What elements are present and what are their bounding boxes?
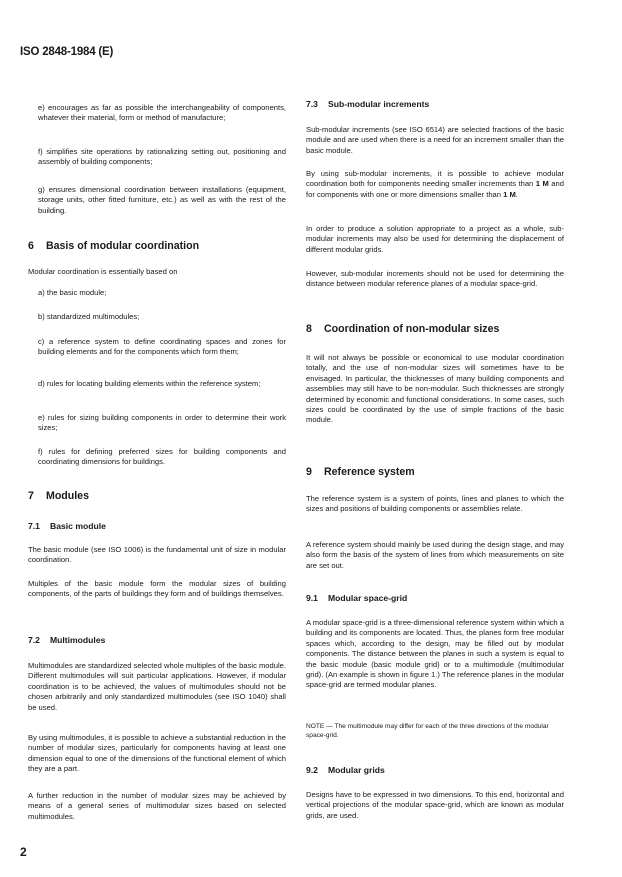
section-9-paragraph-1: The reference system is a system of points, lines and planes to which the sizes and positions of building components or assemblies relate. — [306, 494, 564, 514]
section-title: Modules — [46, 490, 89, 502]
section-9-paragraph-2: A reference system should mainly be used during the design stage, and may also form the basis of the system of lines from which measurements on site are set out. — [306, 540, 564, 570]
section-title: Basis of modular coordination — [46, 240, 200, 252]
section-9-1-heading — [306, 593, 407, 604]
section-title: Multimodules — [50, 635, 106, 645]
section-title: Sub-modular increments — [328, 99, 430, 109]
section-6-heading — [28, 240, 199, 253]
section-title: Modular space-grid — [328, 593, 408, 603]
list-item-d: d) rules for locating building elements within the reference system; — [38, 379, 261, 388]
section-title: Reference system — [324, 466, 415, 478]
section-7-2-paragraph-2: By using multimodules, it is possible to achieve a substantial reduction in the number of modular sizes, particularly for components having at least one dimension equal to one of the dimensions of the functional element of which they are a part. — [28, 733, 286, 774]
section-title: Basic module — [50, 521, 106, 531]
section-9-1-note: NOTE — The multimodule may differ for each of the three directions of the modular space-grid. — [306, 723, 549, 739]
section-number: 6 — [28, 240, 34, 252]
document-id-header: ISO 2848-1984 (E) — [20, 46, 114, 58]
section-7-2-heading — [28, 635, 105, 646]
section-7-1-heading — [28, 521, 106, 532]
list-item-e2: e) rules for sizing building components in order to determine their work sizes; — [38, 413, 286, 433]
module-symbol: 1 M — [503, 189, 516, 199]
section-7-3-paragraph-1: Sub-modular increments (see ISO 6514) are selected fractions of the basic module and are used when there is a need for an increment smaller than the basic module. — [306, 125, 564, 155]
list-item-b: b) standardized multimodules; — [38, 312, 140, 321]
section-7-2-paragraph-1: Multimodules are standardized selected whole multiples of the basic module. Different multimodules will suit particular applications. However, if modular coordination is to be achieved, the values of multimodules should not be chosen arbitrarily and only standardized multimodules (see ISO 1040) shall be used. — [28, 661, 286, 712]
section-number: 9.1 — [306, 593, 318, 603]
module-symbol: 1 M — [535, 179, 549, 189]
list-item-e: e) encourages as far as possible the interchangeability of components, whatever their material, form or method of manufacture; — [38, 103, 286, 123]
section-number: 9 — [306, 466, 312, 478]
section-number: 8 — [306, 323, 312, 335]
section-7-3-paragraph-3: In order to produce a solution appropriate to a project as a whole, sub-modular increments may also be used for determining the displacement of different modular grids. — [306, 224, 564, 254]
text-run: . — [515, 189, 518, 199]
section-title: Modular grids — [328, 765, 385, 775]
text-run: and for components with one or more dimensions smaller than — [306, 179, 564, 199]
list-item-c: c) a reference system to define coordinating spaces and zones for building elements and for the components which form them; — [38, 337, 286, 357]
section-number: 7.1 — [28, 521, 40, 531]
section-9-1-paragraph-1: A modular space-grid is a three-dimensional reference system within which a building and its components are located. Thus, the planes form free modular spaces which, according to the design, may be filled out by modular components. The distance between the planes in such a system is equal to the basic module (basic module grid) or to a multimodule (multimodular grid). (An example is shown in figure 1.) The reference planes in the modular space-grid are termed modular planes. — [306, 618, 564, 690]
section-9-2-heading — [306, 765, 385, 776]
section-number: 7.2 — [28, 635, 40, 645]
list-item-a: a) the basic module; — [38, 288, 107, 297]
section-7-1-paragraph-2: Multiples of the basic module form the modular sizes of building components, of the parts of buildings they form and of buildings themselves. — [28, 579, 286, 599]
list-item-g: g) ensures dimensional coordination between installations (equipment, storage units, other fitted furniture, etc.) as well as with the rest of the building. — [38, 185, 286, 215]
list-item-f: f) simplifies site operations by rationalizing setting out, positioning and assembly of building components; — [38, 147, 286, 167]
section-7-3-paragraph-4: However, sub-modular increments should not be used for determining the distance between modular reference planes of a modular space-grid. — [306, 269, 564, 289]
section-8-heading — [306, 323, 499, 336]
section-7-3-paragraph-2 — [306, 169, 564, 200]
text-run: By using sub-modular increments, it is possible to achieve modular coordination both for components needing smaller increments than — [306, 169, 564, 189]
section-8-paragraph-1: It will not always be possible or economical to use modular coordination totally, and the use of non-modular sizes will sometimes have to be envisaged. In particular, the thicknesses of many building components and assemblies may still have to be non-modular. Such thicknesses are strongly determined by economic and functional considerations. In some cases, such sizes could be coordinated by the use of simple fractions of the basic module. — [306, 353, 564, 425]
section-6-intro: Modular coordination is essentially based on — [28, 267, 178, 276]
page-number: 2 — [20, 845, 27, 859]
list-item-f2: f) rules for defining preferred sizes for building components and coordinating dimensions for buildings. — [38, 447, 286, 467]
section-number: 7.3 — [306, 99, 318, 109]
section-number: 7 — [28, 490, 34, 502]
section-number: 9.2 — [306, 765, 318, 775]
section-7-1-paragraph-1: The basic module (see ISO 1006) is the fundamental unit of size in modular coordination. — [28, 545, 286, 565]
section-7-heading — [28, 490, 89, 503]
section-7-3-heading — [306, 99, 429, 110]
section-9-heading — [306, 466, 415, 479]
section-7-2-paragraph-3: A further reduction in the number of modular sizes may be achieved by means of a general series of multimodular sizes based on selected multimodules. — [28, 791, 286, 821]
section-9-2-paragraph-1: Designs have to be expressed in two dimensions. To this end, horizontal and vertical projections of the modular space-grid, which are known as modular grids, are used. — [306, 790, 564, 820]
section-title: Coordination of non-modular sizes — [324, 323, 500, 335]
